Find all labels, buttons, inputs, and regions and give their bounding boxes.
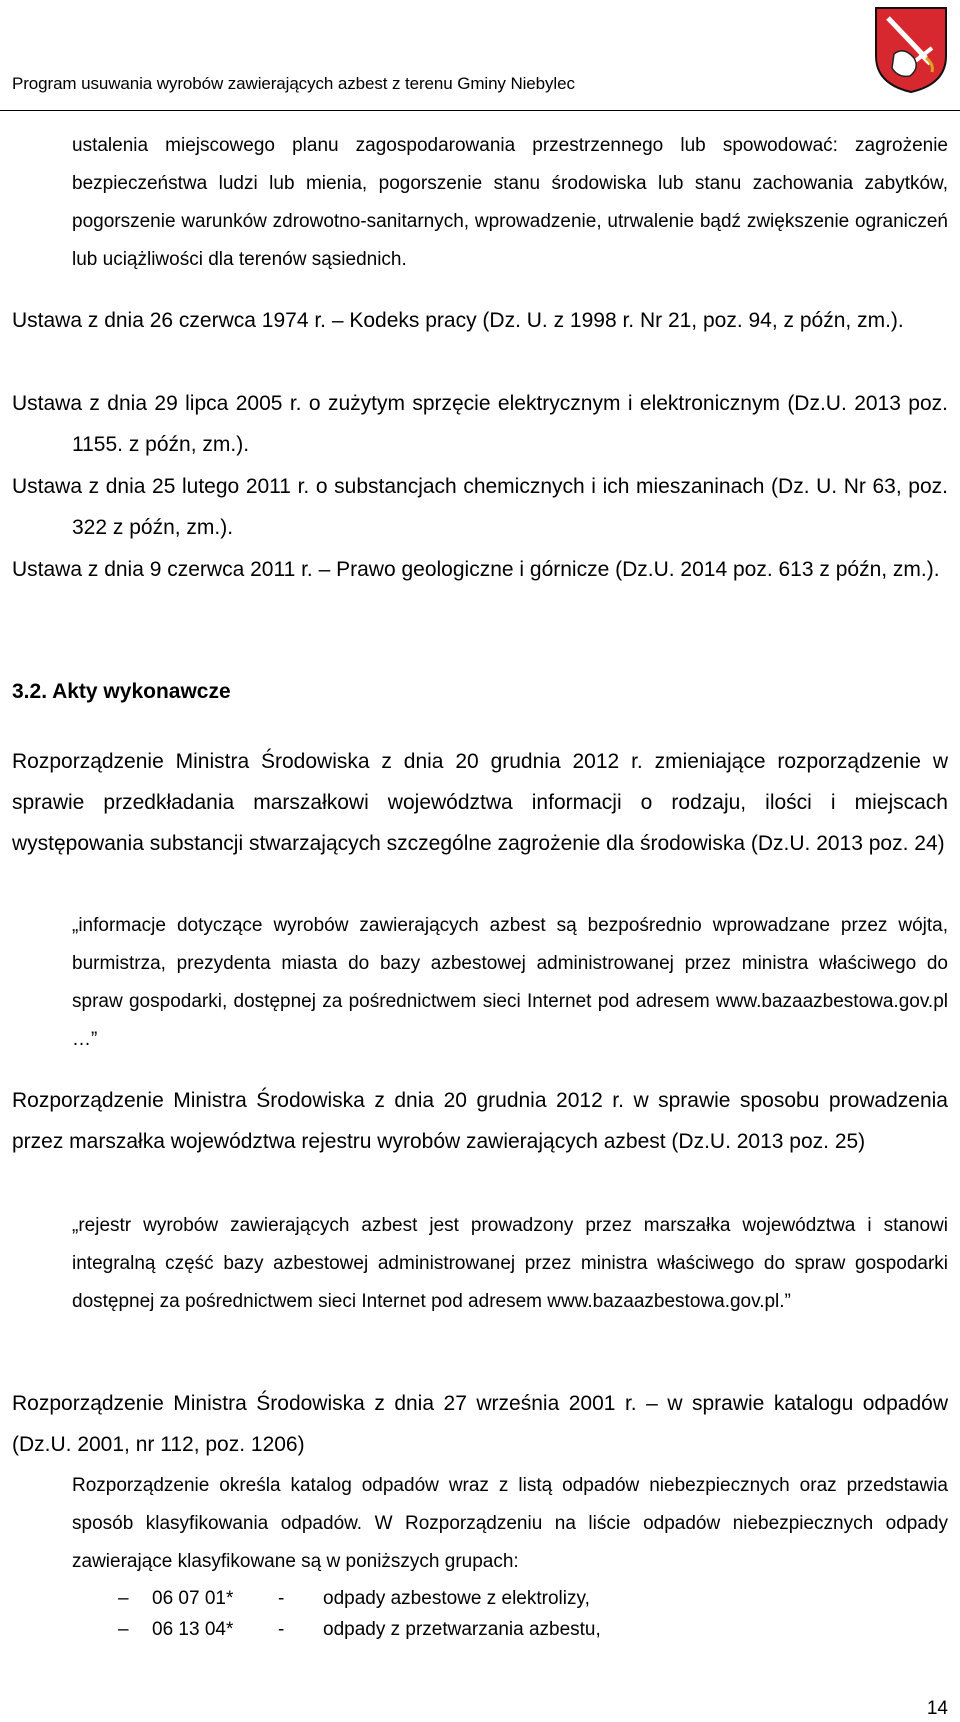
header-rule	[0, 110, 960, 111]
regulation-quote: „informacje dotyczące wyrobów zawierających azbest są bezpośrednio wprowadzane przez wójta, burmistrza, prezydenta miasta do bazy azbestowej administrowanej przez ministra właściwego do spraw gospodarki, dostępnej za pośrednictwem sieci Internet pod adresem www.bazaazbestowa.gov.pl …”	[72, 915, 948, 1050]
waste-code-item	[0, 1619, 960, 1645]
act-item: Ustawa z dnia 26 czerwca 1974 r. – Kodeks pracy (Dz. U. z 1998 r. Nr 21, poz. 94, z późn, zm.).	[12, 309, 904, 332]
waste-code: 06 07 01*	[152, 1588, 234, 1609]
regulation-title: Rozporządzenie Ministra Środowiska z dnia 20 grudnia 2012 r. w sprawie sposobu prowadzenia przez marszałka województwa rejestru wyrobów zawierających azbest (Dz.U. 2013 poz. 25)	[12, 1089, 948, 1153]
coat-of-arms-icon	[874, 6, 948, 94]
intro-paragraph: ustalenia miejscowego planu zagospodarowania przestrzennego lub spowodować: zagrożenie bezpieczeństwa ludzi lub mienia, pogorszenie stanu środowiska lub stanu zachowania zabytków, pogorszenie warunków zdrowotno-sanitarnych, wprowadzenie, utrwalenie bądź zwiększenie ograniczeń lub uciążliwości dla terenów sąsiednich.	[72, 135, 948, 270]
waste-code-separator: -	[278, 1619, 285, 1640]
waste-code-description: odpady z przetwarzania azbestu,	[323, 1619, 601, 1640]
regulation-title: Rozporządzenie Ministra Środowiska z dnia 27 września 2001 r. – w sprawie katalogu odpadów (Dz.U. 2001, nr 112, poz. 1206)	[12, 1392, 948, 1456]
list-bullet: –	[118, 1619, 129, 1640]
regulation-quote: Rozporządzenie określa katalog odpadów wraz z listą odpadów niebezpiecznych oraz przedstawia sposób klasyfikowania odpadów. W Rozporządzeniu na liście odpadów niebezpiecznych odpady zawierające klasyfikowane są w poniższych grupach:	[72, 1475, 948, 1572]
page-number: 14	[926, 1698, 948, 1719]
act-item: Ustawa z dnia 25 lutego 2011 r. o substancjach chemicznych i ich mieszaninach (Dz. U. Nr 63, poz. 322 z późn, zm.).	[12, 475, 948, 539]
section-heading: 3.2. Akty wykonawcze	[12, 680, 231, 703]
waste-code-separator: -	[278, 1588, 285, 1609]
waste-code: 06 13 04*	[152, 1619, 234, 1640]
list-bullet: –	[118, 1588, 129, 1609]
regulation-quote: „rejestr wyrobów zawierających azbest jest prowadzony przez marszałka województwa i stanowi integralną część bazy azbestowej administrowanej przez ministra właściwego do spraw gospodarki dostępnej za pośrednictwem sieci Internet pod adresem www.bazaazbestowa.gov.pl.”	[72, 1215, 948, 1312]
regulation-title: Rozporządzenie Ministra Środowiska z dnia 20 grudnia 2012 r. zmieniające rozporządzenie w sprawie przedkładania marszałkowi województwa informacji o rodzaju, ilości i miejscach występowania substancji stwarzających szczególne zagrożenie dla środowiska (Dz.U. 2013 poz. 24)	[12, 750, 948, 855]
waste-code-description: odpady azbestowe z elektrolizy,	[323, 1588, 590, 1609]
act-item: Ustawa z dnia 29 lipca 2005 r. o zużytym sprzęcie elektrycznym i elektronicznym (Dz.U. 2013 poz. 1155. z późn, zm.).	[12, 392, 948, 456]
waste-code-item	[0, 1588, 960, 1614]
act-item: Ustawa z dnia 9 czerwca 2011 r. – Prawo geologiczne i górnicze (Dz.U. 2014 poz. 613 z późn, zm.).	[12, 558, 940, 581]
header-title: Program usuwania wyrobów zawierających azbest z terenu Gminy Niebylec	[12, 74, 575, 93]
